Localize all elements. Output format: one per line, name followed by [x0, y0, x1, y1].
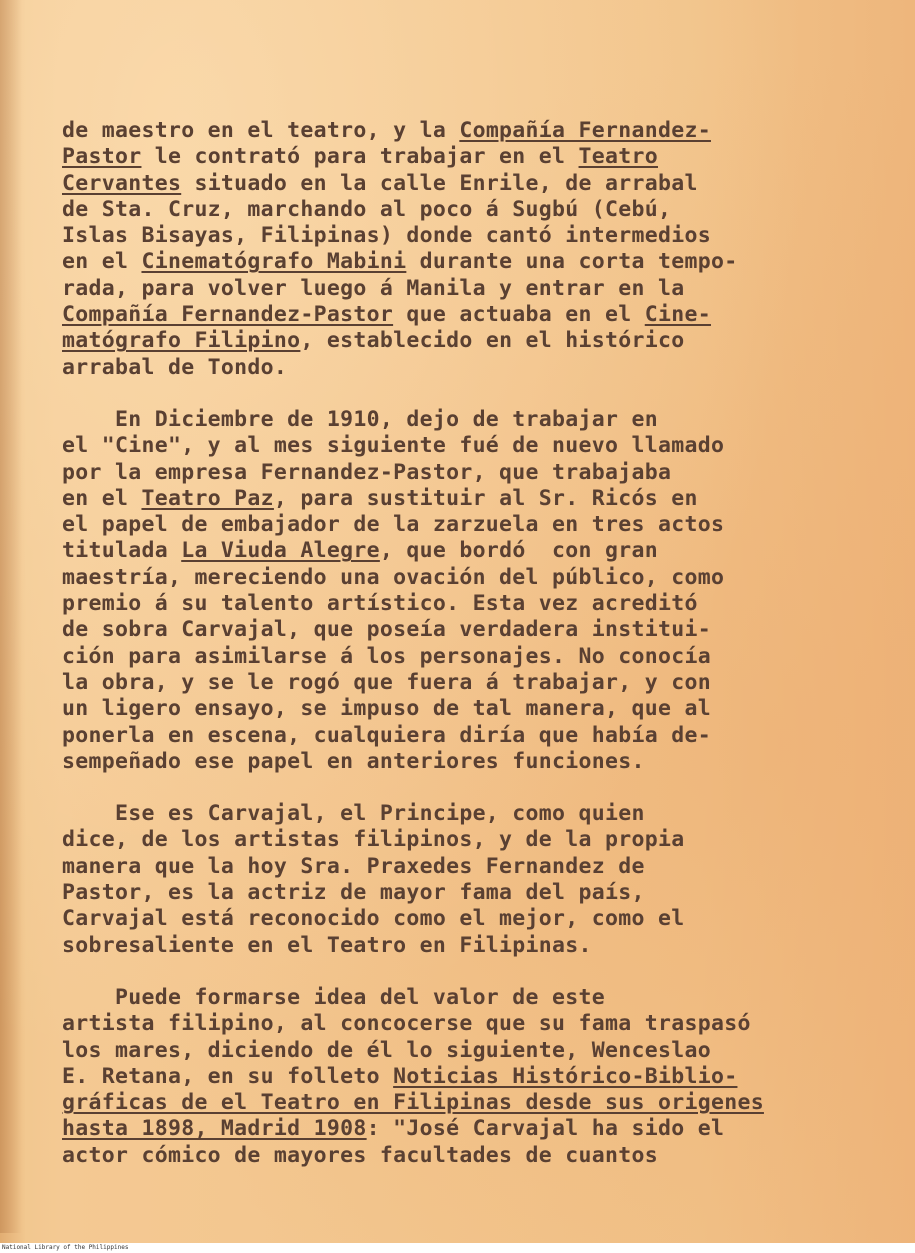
underlined-title: Teatro Paz: [141, 485, 274, 511]
text-segment: : "José Carvajal ha sido el: [366, 1116, 725, 1142]
text-segment: , establecido en el histórico: [300, 328, 685, 354]
text-segment: le contrató para trabajar en el: [141, 144, 579, 170]
text-segment: ponerla en escena, cualquiera diría que había de-: [62, 722, 711, 748]
text-line: [62, 985, 862, 1011]
text-line: [62, 460, 862, 486]
text-segment: en el: [62, 249, 142, 275]
text-segment: Islas Bisayas, Filipinas) donde cantó intermedios: [62, 223, 711, 249]
text-segment: maestría, mereciendo una ovación del público, como: [62, 564, 725, 590]
text-line: [62, 512, 862, 538]
paragraph: [62, 801, 862, 959]
text-line: [62, 144, 862, 170]
text-line: [62, 538, 862, 564]
underlined-title: Cine-: [644, 302, 711, 328]
footer-credit: National Library of the Philippines: [0, 1243, 915, 1253]
text-line: [62, 118, 862, 144]
text-line: [62, 565, 862, 591]
underlined-title: La Viuda Alegre: [181, 538, 380, 564]
paragraph-gap: [62, 775, 862, 801]
page-edge-shadow: [0, 0, 22, 1233]
text-segment: por la empresa Fernandez-Pastor, que trabajaba: [62, 459, 672, 485]
paragraph-gap: [62, 381, 862, 407]
text-segment: actor cómico de mayores facultades de cuantos: [62, 1142, 658, 1168]
text-line: [62, 617, 862, 643]
text-segment: manera que la hoy Sra. Praxedes Fernandez de: [62, 853, 645, 879]
text-segment: rada, para volver luego á Manila y entrar en la: [62, 275, 685, 301]
text-segment: la obra, y se le rogó que fuera á trabajar, y con: [62, 669, 711, 695]
text-line: [62, 1064, 862, 1090]
text-segment: arrabal de Tondo.: [62, 354, 288, 380]
text-line: [62, 223, 862, 249]
underlined-title: Teatro: [578, 144, 658, 170]
underlined-title: Cinematógrafo Mabini: [141, 249, 407, 275]
text-line: [62, 827, 862, 853]
text-line: [62, 801, 862, 827]
text-segment: Puede formarse idea del valor de este: [62, 984, 606, 1010]
text-segment: artista filipino, al concocerse que su fama traspasó: [62, 1011, 751, 1037]
paragraph: [62, 407, 862, 775]
text-segment: En Diciembre de 1910, dejo de trabajar en: [62, 406, 658, 432]
text-line: [62, 433, 862, 459]
text-line: [62, 723, 862, 749]
text-segment: , para sustituir al Sr. Ricós en: [273, 485, 698, 511]
text-line: [62, 880, 862, 906]
text-line: [62, 749, 862, 775]
paragraph-gap: [62, 959, 862, 985]
text-segment: sobresaliente en el Teatro en Filipinas.: [62, 932, 592, 958]
text-line: [62, 696, 862, 722]
text-line: [62, 171, 862, 197]
text-line: [62, 249, 862, 275]
text-segment: situado en la calle Enrile, de arrabal: [181, 170, 698, 196]
underlined-title: matógrafo Filipino: [62, 328, 301, 354]
text-line: [62, 1116, 862, 1142]
text-segment: Ese es Carvajal, el Principe, como quien: [62, 801, 645, 827]
paragraph: [62, 985, 862, 1169]
text-segment: el "Cine", y al mes siguiente fué de nuevo llamado: [62, 433, 725, 459]
text-segment: los mares, diciendo de él lo siguiente, Wenceslao: [62, 1037, 711, 1063]
text-segment: Pastor, es la actriz de mayor fama del país,: [62, 880, 645, 906]
text-line: [62, 854, 862, 880]
text-line: [62, 328, 862, 354]
text-segment: de maestro en el teatro, y la: [62, 118, 460, 143]
text-line: [62, 644, 862, 670]
text-segment: un ligero ensayo, se impuso de tal manera, que al: [62, 696, 711, 722]
text-segment: de sobra Carvajal, que poseía verdadera institui-: [62, 617, 711, 643]
text-segment: el papel de embajador de la zarzuela en tres actos: [62, 512, 725, 538]
text-segment: que actuaba en el: [393, 302, 645, 328]
text-line: [62, 355, 862, 381]
underlined-title: Compañía Fernandez-Pastor: [62, 302, 394, 328]
text-line: [62, 1090, 862, 1116]
underlined-title: Noticias Histórico-Biblio-: [393, 1063, 738, 1089]
text-line: [62, 933, 862, 959]
underlined-title: Pastor: [62, 144, 142, 170]
text-segment: sempeñado ese papel en anteriores funciones.: [62, 748, 645, 774]
underlined-title: hasta 1898, Madrid 1908: [62, 1116, 367, 1142]
text-line: [62, 906, 862, 932]
text-segment: dice, de los artistas filipinos, y de la propia: [62, 827, 685, 853]
text-line: [62, 486, 862, 512]
text-line: [62, 276, 862, 302]
text-segment: ción para asimilarse á los personajes. No conocía: [62, 643, 711, 669]
underlined-title: gráficas de el Teatro en Filipinas desde sus origenes: [62, 1090, 764, 1116]
text-segment: en el: [62, 485, 142, 511]
text-segment: de Sta. Cruz, marchando al poco á Sugbú (Cebú,: [62, 196, 672, 222]
typewritten-body: [62, 118, 862, 1169]
text-line: [62, 1143, 862, 1169]
underlined-title: Cervantes: [62, 170, 182, 196]
text-line: [62, 1011, 862, 1037]
text-line: [62, 670, 862, 696]
text-segment: titulada: [62, 538, 182, 564]
text-line: [62, 197, 862, 223]
text-line: [62, 1038, 862, 1064]
text-segment: Carvajal está reconocido como el mejor, como el: [62, 906, 685, 932]
text-line: [62, 407, 862, 433]
text-segment: E. Retana, en su folleto: [62, 1063, 394, 1089]
text-line: [62, 302, 862, 328]
text-segment: premio á su talento artístico. Esta vez acreditó: [62, 591, 698, 617]
underlined-title: Compañía Fernandez-: [459, 118, 711, 143]
text-segment: durante una corta tempo-: [406, 249, 738, 275]
text-line: [62, 591, 862, 617]
text-segment: , que bordó con gran: [379, 538, 659, 564]
paragraph: [62, 118, 862, 381]
